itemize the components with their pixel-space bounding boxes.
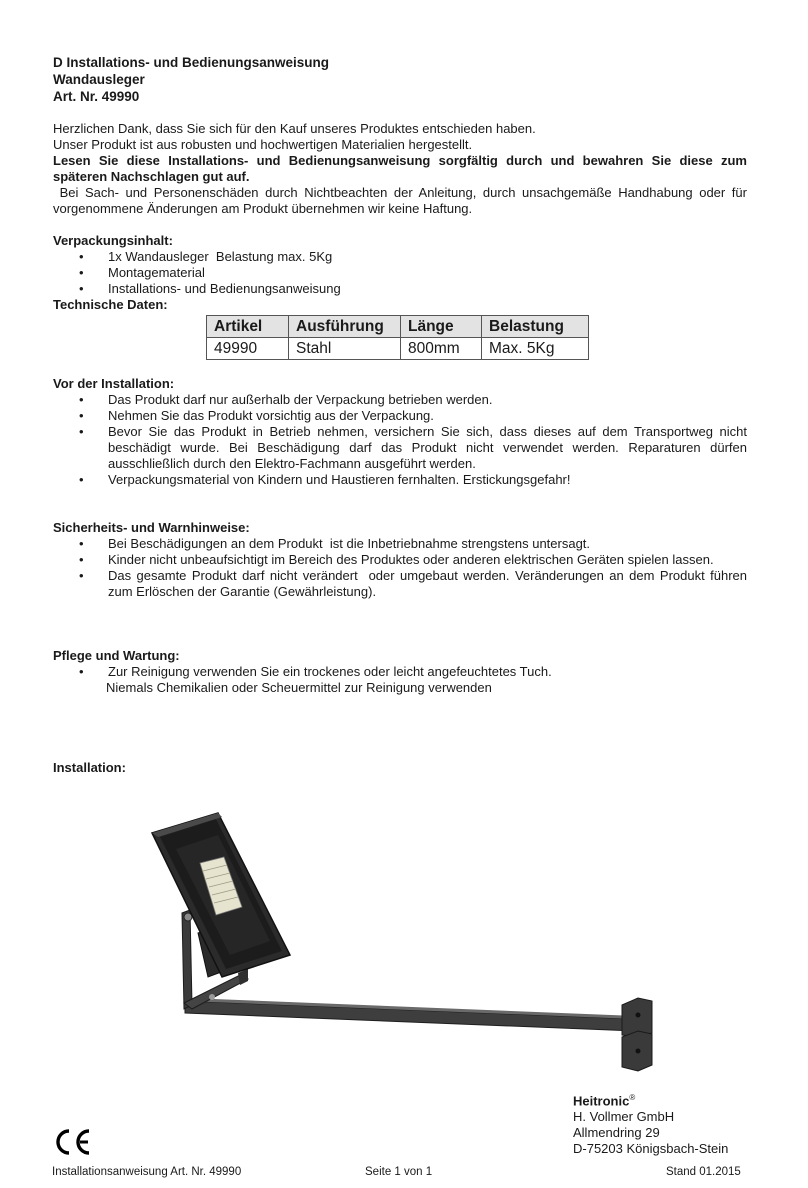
table-cell: 49990: [207, 338, 289, 360]
registered-mark: ®: [629, 1093, 636, 1102]
installation-heading: Installation:: [53, 760, 126, 775]
list-item: • Das gesamte Produkt darf nicht verändert oder umgebaut werden. Veränderungen an dem Produkt führen zum Erlöschen der Garantie (Gewährleistung).: [79, 568, 751, 599]
doc-title-article: Art. Nr. 49990: [53, 89, 140, 104]
list-item: • Montagematerial: [79, 265, 205, 280]
company-street: Allmendring 29: [573, 1125, 660, 1141]
bullet-icon: •: [79, 664, 84, 679]
list-item: • Bei Beschädigungen an dem Produkt ist die Inbetriebnahme strengstens untersagt.: [79, 536, 591, 551]
list-item: • 1x Wandausleger Belastung max. 5Kg: [79, 249, 333, 264]
bullet-icon: •: [79, 281, 84, 296]
package-heading: Verpackungsinhalt:: [53, 233, 173, 248]
intro-material: Unser Produkt ist aus robusten und hochwertigen Materialien hergestellt.: [53, 137, 473, 152]
tech-table: [206, 315, 589, 360]
bullet-icon: •: [79, 472, 84, 487]
bullet-icon: •: [79, 408, 84, 423]
doc-title-language: D Installations- und Bedienungsanweisung: [53, 55, 330, 70]
document-body: [53, 54, 751, 776]
bullet-icon: •: [79, 424, 84, 439]
list-item: • Nehmen Sie das Produkt vorsichtig aus der Verpackung.: [79, 408, 434, 423]
intro-liability: Bei Sach- und Personenschäden durch Nichtbeachten der Anleitung, durch unsachgemäße Handhabung oder für vorgenommene Änderungen am Produkt übernehmen wir keine Haftung.: [53, 185, 751, 216]
column-header: Artikel: [207, 316, 289, 338]
list-item: • Zur Reinigung verwenden Sie ein trockenes oder leicht angefeuchtetes Tuch.: [79, 664, 552, 679]
column-header: Länge: [401, 316, 482, 338]
package-list: [53, 249, 747, 297]
column-header: Ausführung: [289, 316, 401, 338]
tech-heading: Technische Daten:: [53, 297, 168, 312]
tech-table-header: [207, 316, 589, 338]
footer-page-number: Seite 1 von 1: [365, 1166, 433, 1178]
list-item: • Installations- und Bedienungsanweisung: [79, 281, 341, 296]
company-city: D-75203 Königsbach-Stein: [573, 1141, 729, 1157]
table-row: [207, 338, 589, 360]
care-note: Niemals Chemikalien oder Scheuermittel zur Reinigung verwenden: [106, 680, 492, 695]
safety-heading: Sicherheits- und Warnhinweise:: [53, 520, 250, 535]
company-address: [573, 1090, 728, 1157]
footer-left: Installationsanweisung Art. Nr. 49990: [52, 1166, 242, 1178]
before-install-heading: Vor der Installation:: [53, 376, 175, 391]
care-heading: Pflege und Wartung:: [53, 648, 180, 663]
table-cell: 800mm: [401, 338, 482, 360]
footer-date: Stand 01.2015: [666, 1166, 741, 1178]
list-item: • Kinder nicht unbeaufsichtigt im Bereich des Produktes oder anderen elektrischen Geräten spielen lassen.: [79, 552, 714, 567]
bullet-icon: •: [79, 568, 84, 583]
table-cell: Max. 5Kg: [482, 338, 589, 360]
company-name: H. Vollmer GmbH: [573, 1109, 675, 1125]
doc-title-product: Wandausleger: [53, 72, 145, 87]
care-list: [53, 664, 747, 680]
ce-mark-icon: [52, 1128, 92, 1156]
list-item: • Das Produkt darf nur außerhalb der Verpackung betrieben werden.: [79, 392, 493, 407]
bullet-icon: •: [79, 536, 84, 551]
bullet-icon: •: [79, 265, 84, 280]
before-install-list: [53, 392, 747, 488]
bullet-icon: •: [79, 392, 84, 407]
column-header: Belastung: [482, 316, 589, 338]
wall-bracket-illustration: [130, 805, 690, 1090]
safety-list: [53, 536, 751, 600]
intro-thanks: Herzlichen Dank, dass Sie sich für den Kauf unseres Produktes entschieden haben.: [53, 121, 536, 136]
intro-read-carefully: Lesen Sie diese Installations- und Bedienungsanweisung sorgfältig durch und bewahren Sie diese zum späteren Nachschlagen gut auf.: [53, 153, 747, 184]
list-item: • Bevor Sie das Produkt in Betrieb nehmen, versichern Sie sich, dass dieses auf dem Transportweg nicht beschädigt wurde. Bei Beschädigung darf das Produkt nicht verwendet werden. Reparaturen dürfen ausschließlich durch den Elektro-Fachmann ausgeführt werden.: [79, 424, 747, 471]
bullet-icon: •: [79, 249, 84, 264]
list-item: • Verpackungsmaterial von Kindern und Haustieren fernhalten. Erstickungsgefahr!: [79, 472, 571, 487]
brand-name: Heitronic: [573, 1093, 630, 1109]
table-cell: Stahl: [289, 338, 401, 360]
bullet-icon: •: [79, 552, 84, 567]
